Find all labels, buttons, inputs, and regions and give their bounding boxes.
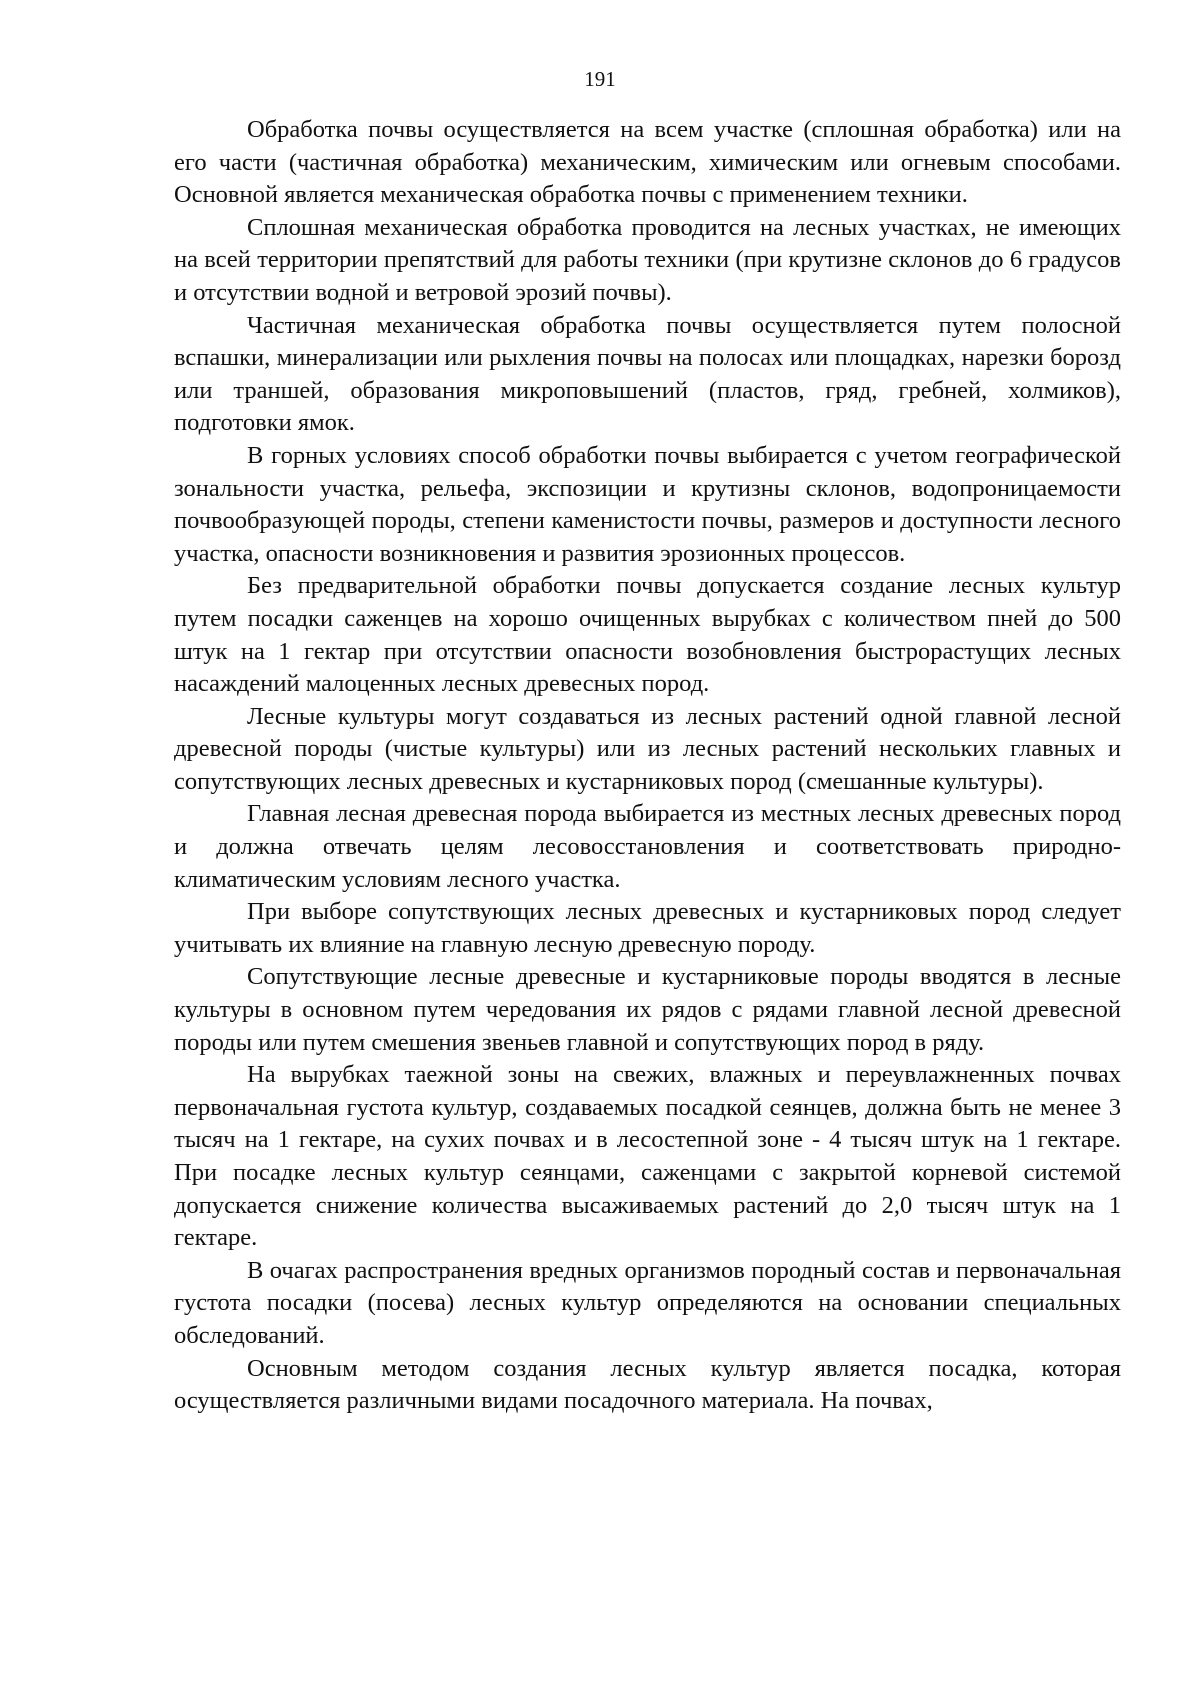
paragraph: Основным методом создания лесных культур является посадка, которая осуществляется различными видами посадочного материала. На почвах, [174, 1354, 1121, 1415]
paragraph: Главная лесная древесная порода выбирается из местных лесных древесных пород и должна отвечать целям лесовосстановления и соответствовать природно-климатическим условиям лесного участка. [174, 800, 1121, 893]
paragraph: Без предварительной обработки почвы допускается создание лесных культур путем посадки саженцев на хорошо очищенных вырубках с количеством пней до 500 штук на 1 гектар при отсутствии опасности возобновления быстрорастущих лесных насаждений малоценных лесных древесных пород. [174, 572, 1121, 698]
paragraph: В очагах распространения вредных организмов породный состав и первоначальная густота посадки (посева) лесных культур определяются на основании специальных обследований. [174, 1256, 1121, 1349]
paragraph: На вырубках таежной зоны на свежих, влажных и переувлажненных почвах первоначальная густота культур, создаваемых посадкой сеянцев, должна быть не менее 3 тысяч на 1 гектаре, на сухих почвах и в лесостепной зоне - 4 тысяч штук на 1 гектаре. При посадке лесных культур сеянцами, саженцами с закрытой корневой системой допускается снижение количества высаживаемых растений до 2,0 тысяч штук на 1 гектаре. [174, 1061, 1121, 1252]
paragraph: Сплошная механическая обработка проводится на лесных участках, не имеющих на всей территории препятствий для работы техники (при крутизне склонов до 6 градусов и отсутствии водной и ветровой эрозий почвы). [174, 213, 1121, 306]
page-number: 191 [584, 67, 616, 91]
paragraph: Частичная механическая обработка почвы осуществляется путем полосной вспашки, минерализации или рыхления почвы на полосах или площадках, нарезки борозд или траншей, образования микроповышений (пластов, гряд, гребней, холмиков), подготовки ямок. [174, 311, 1121, 437]
paragraph: При выборе сопутствующих лесных древесных и кустарниковых пород следует учитывать их влияние на главную лесную древесную породу. [174, 898, 1121, 958]
paragraph: Обработка почвы осуществляется на всем участке (сплошная обработка) или на его части (частичная обработка) механическим, химическим или огневым способами. Основной является механическая обработка почвы с применением техники. [174, 116, 1121, 209]
body-text [174, 114, 1121, 1418]
paragraph: Сопутствующие лесные древесные и кустарниковые породы вводятся в лесные культуры в основном путем чередования их рядов с рядами главной лесной древесной породы или путем смешения звеньев главной и сопутствующих пород в ряду. [174, 963, 1121, 1056]
paragraph: Лесные культуры могут создаваться из лесных растений одной главной лесной древесной породы (чистые культуры) или из лесных растений нескольких главных и сопутствующих лесных древесных и кустарниковых пород (смешанные культуры). [174, 702, 1121, 795]
paragraph: В горных условиях способ обработки почвы выбирается с учетом географической зональности участка, рельефа, экспозиции и крутизны склонов, водопроницаемости почвообразующей породы, степени каменистости почвы, размеров и доступности лесного участка, опасности возникновения и развития эрозионных процессов. [174, 441, 1121, 567]
